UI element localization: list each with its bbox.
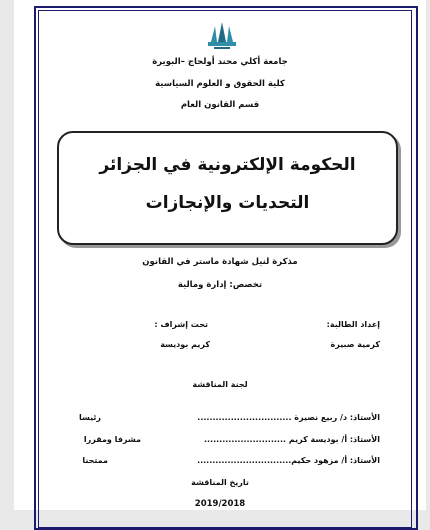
supervision-label: تحت إشراف : — [154, 320, 208, 329]
committee-heading: لجنة المناقشة — [192, 380, 248, 389]
university-logo-icon — [205, 18, 239, 52]
student-name: كرمية صبيرة — [330, 340, 380, 349]
committee-role-1: رئيسا — [78, 413, 101, 422]
thesis-title-line1: الحكومة الإلكترونية في الجزائر — [99, 155, 356, 175]
prepared-by-label: إعداد الطالبة: — [326, 320, 380, 329]
faculty-name: كلية الحقوق و العلوم السياسية — [155, 79, 285, 89]
department-name: قسم القانون العام — [180, 100, 260, 110]
university-name: جامعة أكلي محند أولحاج –البويرة — [152, 57, 288, 67]
committee-member-2: الأستاذ: أ/ بوديسة كريم ........................... — [203, 435, 380, 444]
committee-member-1: الأستاذ: د/ ربيع نصيرة ............................... — [197, 413, 380, 422]
document-page — [14, 0, 426, 510]
thesis-specialty: تخصص: إدارة ومالية — [177, 280, 263, 290]
defense-date-label: تاريخ المناقشة — [191, 478, 249, 487]
committee-member-3: الأستاذ: أ/ مزهود حكيم............................... — [197, 456, 380, 465]
academic-year: 2019/2018 — [194, 499, 246, 509]
committee-role-2: مشرفا ومقررا — [83, 435, 141, 444]
thesis-title-line2: التحديات والإنجازات — [145, 193, 310, 213]
committee-role-3: ممتحنا — [82, 456, 108, 465]
title-box — [57, 131, 398, 245]
thesis-purpose: مذكرة لنيل شهادة ماستر في القانون — [142, 257, 298, 267]
supervisor-name: كريم بوديسة — [160, 340, 210, 349]
